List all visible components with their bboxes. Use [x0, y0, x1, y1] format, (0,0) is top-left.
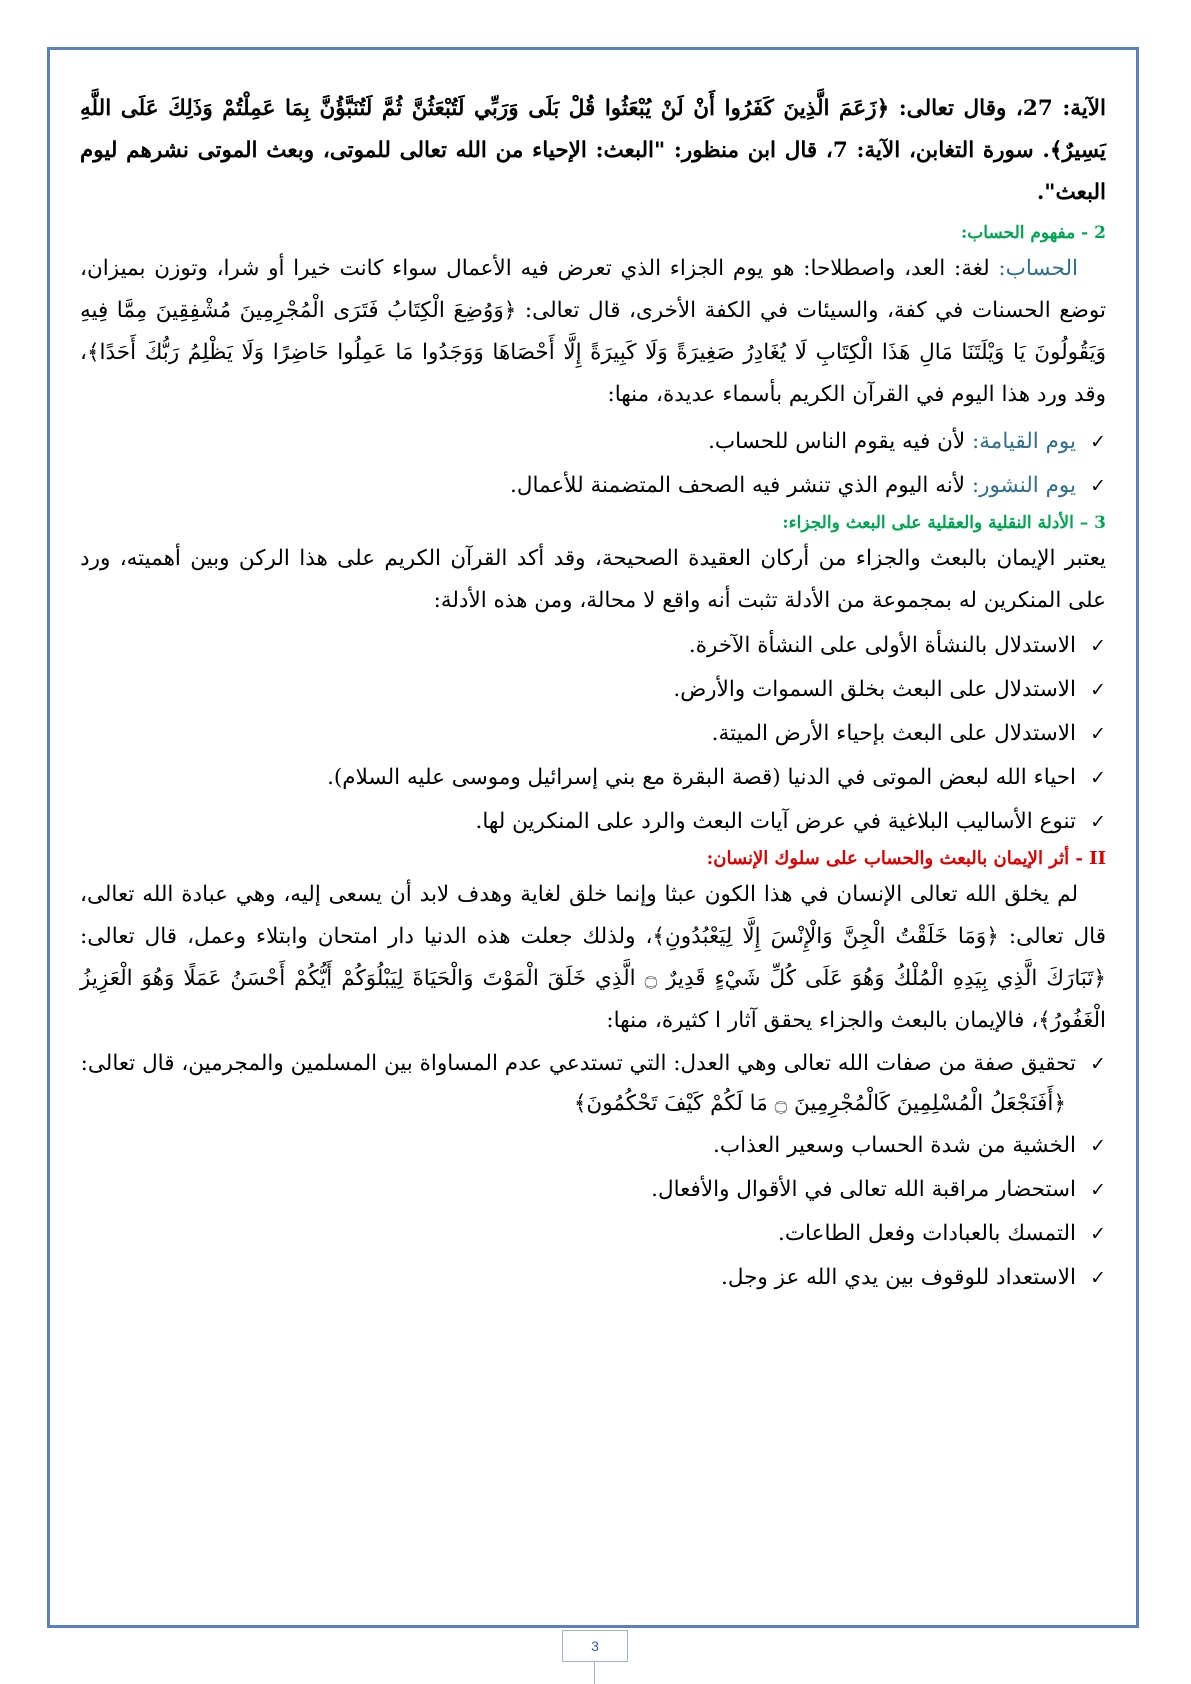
- list-item-term: يوم النشور:: [971, 473, 1076, 498]
- intro-paragraph: [80, 88, 1106, 214]
- list-item-term: يوم القيامة:: [972, 429, 1076, 454]
- list-item-text: الاستدلال على البعث بخلق السموات والأرض.: [673, 677, 1076, 702]
- section-2-text-b: ، وقد ورد هذا اليوم في القرآن الكريم بأسماء عديدة، منها:: [80, 340, 1106, 407]
- intro-quran-verse: ﴿زَعَمَ الَّذِينَ كَفَرُوا أَنْ لَنْ يُبْعَثُوا قُلْ بَلَى وَرَبِّي لَتُبْعَثُنَّ ثُمَّ لَتُنَبَّؤُنَّ بِمَا عَمِلْتُمْ وَذَلِكَ عَلَى اللَّهِ يَسِيرٌ﴾: [80, 96, 1106, 163]
- list-item: [80, 1212, 1106, 1256]
- hisab-term: الحساب:: [998, 256, 1078, 281]
- list-item: [80, 624, 1106, 668]
- list-item-text: تنوع الأساليب البلاغية في عرض آيات البعث والرد على المنكرين لها.: [475, 809, 1076, 834]
- check-icon: ✓: [1090, 1053, 1106, 1075]
- page-number-connector: [594, 1662, 595, 1684]
- intro-text-a: الآية: 27، وقال تعالى:: [889, 96, 1107, 121]
- check-icon: ✓: [1090, 679, 1106, 701]
- section-3-heading: 3 – الأدلة النقلية والعقلية على البعث والجزاء:: [782, 513, 1106, 533]
- list-item-text: الخشية من شدة الحساب وسعير العذاب.: [713, 1133, 1076, 1158]
- intro-text-b: . سورة التغابن، الآية: 7، قال ابن منظور: "البعث: الإحياء من الله تعالى للموتى، وبعث الموتى نشرهم ليوم البعث".: [80, 138, 1106, 205]
- list-item-text: التمسك بالعبادات وفعل الطاعات.: [777, 1221, 1076, 1246]
- page-number: 3: [562, 1630, 628, 1662]
- check-icon: ✓: [1090, 767, 1106, 789]
- list-item: [80, 1044, 1106, 1124]
- section-2-text-a: لغة: العد، واصطلاحا: هو يوم الجزاء الذي تعرض فيه الأعمال سواء كانت خيرا أو شرا، وتوزن بميزان، توضع الحسنات في كفة، والسيئات في الكفة الأخرى، قال تعالى:: [80, 256, 1106, 323]
- section-3-paragraph: يعتبر الإيمان بالبعث والجزاء من أركان العقيدة الصحيحة، وقد أكد القرآن الكريم على هذا الركن وبين أهميته، ورد على المنكرين له بمجموعة من الأدلة تثبت أنه واقع لا محالة، ومن هذه الأدلة:: [80, 546, 1106, 613]
- check-icon: ✓: [1090, 475, 1106, 497]
- list-item-text: لأنه اليوم الذي تنشر فيه الصحف المتضمنة للأعمال.: [510, 473, 972, 498]
- section-II-heading: II - أثر الإيمان بالبعث والحساب على سلوك الإنسان:: [706, 848, 1106, 869]
- section-2-quran-verse: ﴿وَوُضِعَ الْكِتَابُ فَتَرَى الْمُجْرِمِينَ مُشْفِقِينَ مِمَّا فِيهِ وَيَقُولُونَ يَا وَيْلَتَنَا مَالِ هَذَا الْكِتَابِ لَا يُغَادِرُ صَغِيرَةً وَلَا كَبِيرَةً إِلَّا أَحْصَاهَا وَوَجَدُوا مَا عَمِلُوا حَاضِرًا وَلَا يَظْلِمُ رَبُّكَ أَحَدًا﴾: [80, 298, 1106, 365]
- check-icon: ✓: [1090, 1135, 1106, 1157]
- list-item-text: الاستدلال بالنشأة الأولى على النشأة الآخرة.: [688, 633, 1076, 658]
- list-item: [80, 464, 1106, 508]
- section-II-text-c: ، فالإيمان بالبعث والجزاء يحقق آثار ا كثيرة، منها:: [606, 1008, 1039, 1033]
- evidence-list: [80, 624, 1106, 844]
- check-icon: ✓: [1090, 1179, 1106, 1201]
- check-icon: ✓: [1090, 723, 1106, 745]
- section-II-paragraph: [80, 874, 1106, 1042]
- list-item-text: تحقيق صفة من صفات الله تعالى وهي العدل: التي تستدعي عدم المساواة بين المسلمين والمجرمين، قال تعالى:: [80, 1051, 1076, 1076]
- check-icon: ✓: [1090, 1267, 1106, 1289]
- list-item: [80, 712, 1106, 756]
- list-item: [80, 800, 1106, 844]
- list-item: [80, 420, 1106, 464]
- list-item-text: الاستدلال على البعث بإحياء الأرض الميتة.: [711, 721, 1076, 746]
- list-item-text: احياء الله لبعض الموتى في الدنيا (قصة البقرة مع بني إسرائيل وموسى عليه السلام).: [327, 765, 1076, 790]
- check-icon: ✓: [1090, 811, 1106, 833]
- section-2-heading: 2 - مفهوم الحساب:: [960, 223, 1106, 243]
- list-item: [80, 1168, 1106, 1212]
- check-icon: ✓: [1090, 1223, 1106, 1245]
- list-item-text: لأن فيه يقوم الناس للحساب.: [708, 429, 973, 454]
- list-item-text: الاستعداد للوقوف بين يدي الله عز وجل.: [721, 1265, 1076, 1290]
- list-item: [80, 1124, 1106, 1168]
- list-item: [80, 1256, 1106, 1300]
- list-item-quran-verse: ﴿أَفَنَجْعَلُ الْمُسْلِمِينَ كَالْمُجْرِمِينَ ۝ مَا لَكُمْ كَيْفَ تَحْكُمُونَ﴾: [573, 1091, 1066, 1116]
- day-names-list: [80, 420, 1106, 508]
- section-II-text-a: لم يخلق الله تعالى الإنسان في هذا الكون عبثا وإنما خلق لغاية وهدف لابد أن يسعى إليه، وهي عبادة الله تعالى، قال تعالى:: [80, 882, 1106, 949]
- list-item: [80, 756, 1106, 800]
- section-II-quran-verse-1: ﴿وَمَا خَلَقْتُ الْجِنَّ وَالْإِنْسَ إِلَّا لِيَعْبُدُونِ﴾: [652, 924, 999, 949]
- list-item: [80, 668, 1106, 712]
- section-2-paragraph: [80, 248, 1106, 416]
- effects-list: [80, 1044, 1106, 1300]
- check-icon: ✓: [1090, 635, 1106, 657]
- section-II-quran-verse-2: ﴿تَبَارَكَ الَّذِي بِيَدِهِ الْمُلْكُ وَهُوَ عَلَى كُلِّ شَيْءٍ قَدِيرٌ ۝ الَّذِي خَلَقَ الْمَوْتَ وَالْحَيَاةَ لِيَبْلُوَكُمْ أَيُّكُمْ أَحْسَنُ عَمَلًا وَهُوَ الْعَزِيزُ الْغَفُورُ﴾: [80, 966, 1106, 1033]
- document-body: [80, 88, 1106, 1300]
- list-item-text: استحضار مراقبة الله تعالى في الأقوال والأفعال.: [651, 1177, 1076, 1202]
- section-II-text-b: ، ولذلك جعلت هذه الدنيا دار امتحان وابتلاء وعمل، قال تعالى:: [80, 924, 653, 949]
- check-icon: ✓: [1090, 431, 1106, 453]
